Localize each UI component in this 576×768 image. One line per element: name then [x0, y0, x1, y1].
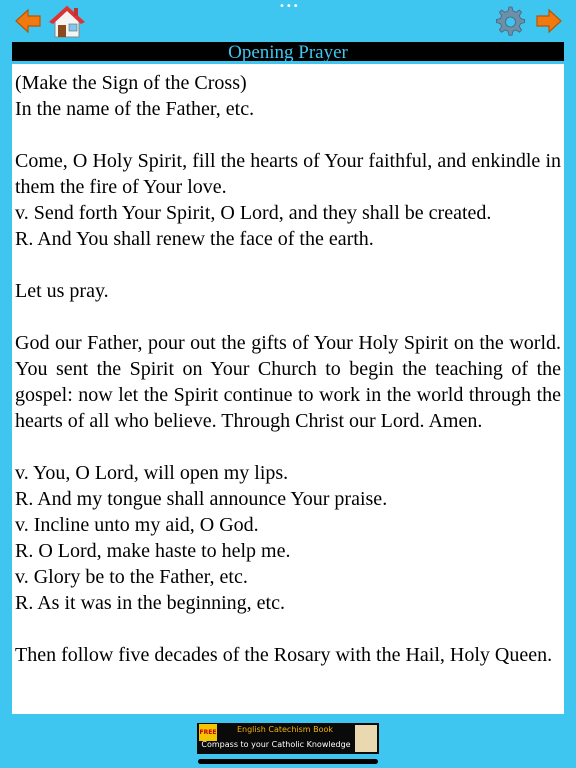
prayer-paragraph: [15, 330, 561, 434]
right-arrow-icon[interactable]: [535, 8, 563, 34]
prayer-line: R. And You shall renew the face of the earth.: [15, 228, 374, 250]
top-toolbar: [0, 0, 576, 42]
prayer-paragraph: [15, 70, 561, 122]
ad-subtitle: Compass to your Catholic Knowledge: [201, 740, 351, 749]
prayer-paragraph: [15, 148, 561, 252]
more-indicator[interactable]: •••: [279, 1, 300, 12]
prayer-line: v. Glory be to the Father, etc.: [15, 566, 248, 588]
prayer-paragraph: [15, 278, 561, 304]
prayer-line: God our Father, pour out the gifts of Your Holy Spirit on the world. You sent the Spirit on Your Church to begin the teaching of the gospel: now let the Spirit continue to work in the world through the hearts of all who believe. Through Christ our Lord. Amen.: [15, 332, 561, 432]
prayer-line: Come, O Holy Spirit, fill the hearts of Your faithful, and enkindle in them the fire of Your love.: [15, 150, 561, 198]
prayer-line: v. Incline unto my aid, O God.: [15, 514, 259, 536]
ad-banner[interactable]: [197, 723, 379, 754]
prayer-text-panel[interactable]: [12, 64, 564, 714]
prayer-paragraph: [15, 642, 561, 668]
prayer-line: v. You, O Lord, will open my lips.: [15, 462, 289, 484]
prayer-line: Let us pray.: [15, 280, 109, 302]
left-arrow-icon[interactable]: [14, 8, 42, 34]
prayer-paragraph: [15, 460, 561, 616]
home-icon[interactable]: [49, 3, 85, 39]
free-badge: FREE: [199, 724, 217, 741]
ad-title: English Catechism Book: [236, 725, 334, 734]
prayer-line: R. O Lord, make haste to help me.: [15, 540, 291, 562]
prayer-text: [12, 64, 564, 668]
prayer-line: (Make the Sign of the Cross): [15, 72, 247, 94]
prayer-line: R. As it was in the beginning, etc.: [15, 592, 285, 614]
home-indicator: [198, 759, 378, 764]
book-icon: [355, 725, 377, 752]
prayer-line: Then follow five decades of the Rosary with the Hail, Holy Queen.: [15, 644, 553, 666]
gear-icon[interactable]: [493, 5, 525, 37]
prayer-line: R. And my tongue shall announce Your praise.: [15, 488, 388, 510]
page-title: Opening Prayer: [12, 42, 564, 61]
prayer-line: v. Send forth Your Spirit, O Lord, and they shall be created.: [15, 202, 492, 224]
prayer-line: In the name of the Father, etc.: [15, 98, 255, 120]
